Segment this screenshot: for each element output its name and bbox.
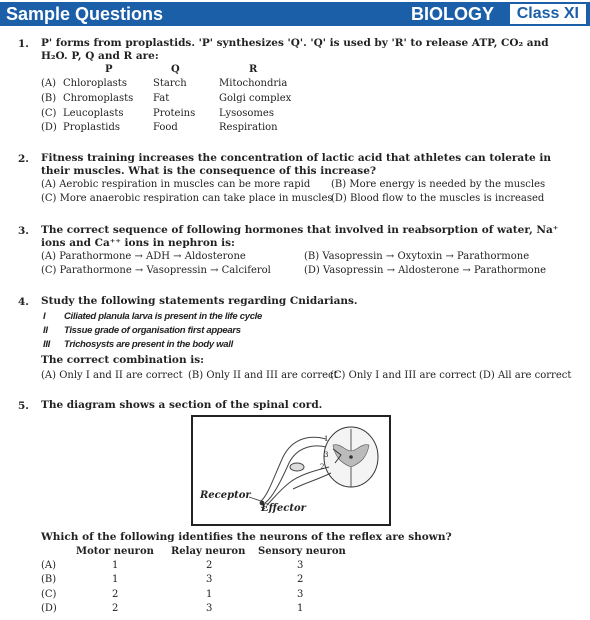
- q5-number: 5.: [18, 400, 29, 412]
- q1-opt-a-label: (A): [41, 78, 57, 89]
- q5-text: The diagram shows a section of the spinal cord.: [41, 399, 323, 411]
- page-title: Sample Questions: [6, 4, 164, 24]
- q1-opt-b-q: Fat: [153, 93, 170, 104]
- q1-opt-d-q: Food: [153, 122, 178, 133]
- q4-stmt-3-text: Trichosysts are present in the body wall: [64, 339, 233, 350]
- spinal-cord-section: [324, 427, 378, 487]
- q1-col-p: P: [105, 64, 113, 75]
- q5-row-d-sensory: 1: [297, 603, 304, 614]
- effector-label: Effector: [261, 503, 306, 514]
- q4-opt-d: (D) All are correct: [479, 370, 572, 381]
- q5-row-b-sensory: 2: [297, 574, 304, 585]
- q1-opt-a-q: Starch: [153, 78, 187, 89]
- q2-text: Fitness training increases the concentration of lactic acid that athletes can tolerate in their muscles. What is the consequence of this increase?: [41, 152, 552, 177]
- q4-stmt-3-label: III: [43, 339, 51, 350]
- q2-opt-a: (A) Aerobic respiration in muscles can be more rapid: [41, 179, 311, 190]
- q1-opt-b-label: (B): [41, 93, 57, 104]
- q3-number: 3.: [18, 225, 29, 237]
- q1-col-q: Q: [171, 64, 180, 75]
- q5-row-c-relay: 1: [206, 589, 213, 600]
- q4-stmt-2-label: II: [43, 325, 48, 336]
- q5-header-motor: Motor neuron: [76, 546, 154, 557]
- neuron-number-2: 2: [320, 463, 325, 471]
- q1-opt-d-label: (D): [41, 122, 57, 133]
- q4-opt-b: (B) Only II and III are correct: [188, 370, 338, 381]
- spinal-cord-diagram: [191, 415, 391, 526]
- q1-opt-c-r: Lysosomes: [219, 108, 274, 119]
- q1-text: P' forms from proplastids. 'P' synthesizes 'Q'. 'Q' is used by 'R' to release ATP, CO₂ and H₂O. P, Q and R are:: [41, 37, 549, 62]
- q4-stmt-1-label: I: [43, 311, 46, 322]
- q4-opt-c: (C) Only I and III are correct: [330, 370, 476, 381]
- q5-row-a-motor: 1: [112, 560, 119, 571]
- q4-stmt-1-text: Ciliated planula larva is present in the life cycle: [64, 311, 263, 322]
- q5-row-b-motor: 1: [112, 574, 119, 585]
- q4-opt-a: (A) Only I and II are correct: [41, 370, 183, 381]
- q5-row-c-label: (C): [41, 589, 57, 600]
- q4-number: 4.: [18, 296, 29, 308]
- q5-header-sensory: Sensory neuron: [258, 546, 346, 557]
- q5-row-d-motor: 2: [112, 603, 119, 614]
- q1-opt-c-q: Proteins: [153, 108, 196, 119]
- q1-opt-c-p: Leucoplasts: [63, 108, 124, 119]
- class-badge: Class XI: [510, 4, 586, 24]
- q3-opt-a: (A) Parathormone → ADH → Aldosterone: [41, 251, 246, 262]
- q1-col-r: R: [249, 64, 258, 75]
- q2-number: 2.: [18, 153, 29, 165]
- q5-row-d-label: (D): [41, 603, 57, 614]
- q2-opt-b: (B) More energy is needed by the muscles: [331, 179, 546, 190]
- q5-row-c-motor: 2: [112, 589, 119, 600]
- neuron-number-3: 3: [324, 451, 329, 459]
- subject-label: BIOLOGY: [410, 4, 494, 24]
- q2-opt-c: (C) More anaerobic respiration can take place in muscles: [41, 193, 333, 204]
- q5-row-b-relay: 3: [206, 574, 213, 585]
- q5-row-a-relay: 2: [206, 560, 213, 571]
- q1-opt-c-label: (C): [41, 108, 57, 119]
- neuron-number-1: 1: [324, 435, 329, 443]
- q5-row-a-sensory: 3: [297, 560, 304, 571]
- q1-opt-a-r: Mitochondria: [219, 78, 288, 89]
- q5-row-d-relay: 3: [206, 603, 213, 614]
- q3-text: The correct sequence of following hormones that involved in reabsorption of water, Na⁺ ions and Ca⁺⁺ ions in nephron is:: [41, 224, 559, 249]
- q4-text: Study the following statements regarding Cnidarians.: [41, 295, 358, 307]
- receptor-label: Receptor: [200, 490, 251, 501]
- q4-combination-label: The correct combination is:: [41, 354, 205, 366]
- q5-row-a-label: (A): [41, 560, 57, 571]
- q1-opt-d-r: Respiration: [219, 122, 278, 133]
- q2-opt-d: (D) Blood flow to the muscles is increased: [331, 193, 545, 204]
- q3-opt-b: (B) Vasopressin → Oxytoxin → Parathormone: [304, 251, 530, 262]
- q5-header-relay: Relay neuron: [171, 546, 246, 557]
- q3-opt-d: (D) Vasopressin → Aldosterone → Parathormone: [304, 265, 547, 276]
- q5-row-c-sensory: 3: [297, 589, 304, 600]
- q5-question: Which of the following identifies the neurons of the reflex are shown?: [41, 531, 452, 543]
- q4-stmt-2-text: Tissue grade of organisation first appears: [64, 325, 241, 336]
- q3-opt-c: (C) Parathormone → Vasopressin → Calciferol: [41, 265, 271, 276]
- q1-opt-b-p: Chromoplasts: [63, 93, 134, 104]
- q1-number: 1.: [18, 38, 29, 50]
- header-bar: [0, 2, 590, 26]
- q5-row-b-label: (B): [41, 574, 57, 585]
- q1-opt-a-p: Chloroplasts: [63, 78, 127, 89]
- q1-opt-d-p: Proplastids: [63, 122, 120, 133]
- q1-opt-b-r: Golgi complex: [219, 93, 292, 104]
